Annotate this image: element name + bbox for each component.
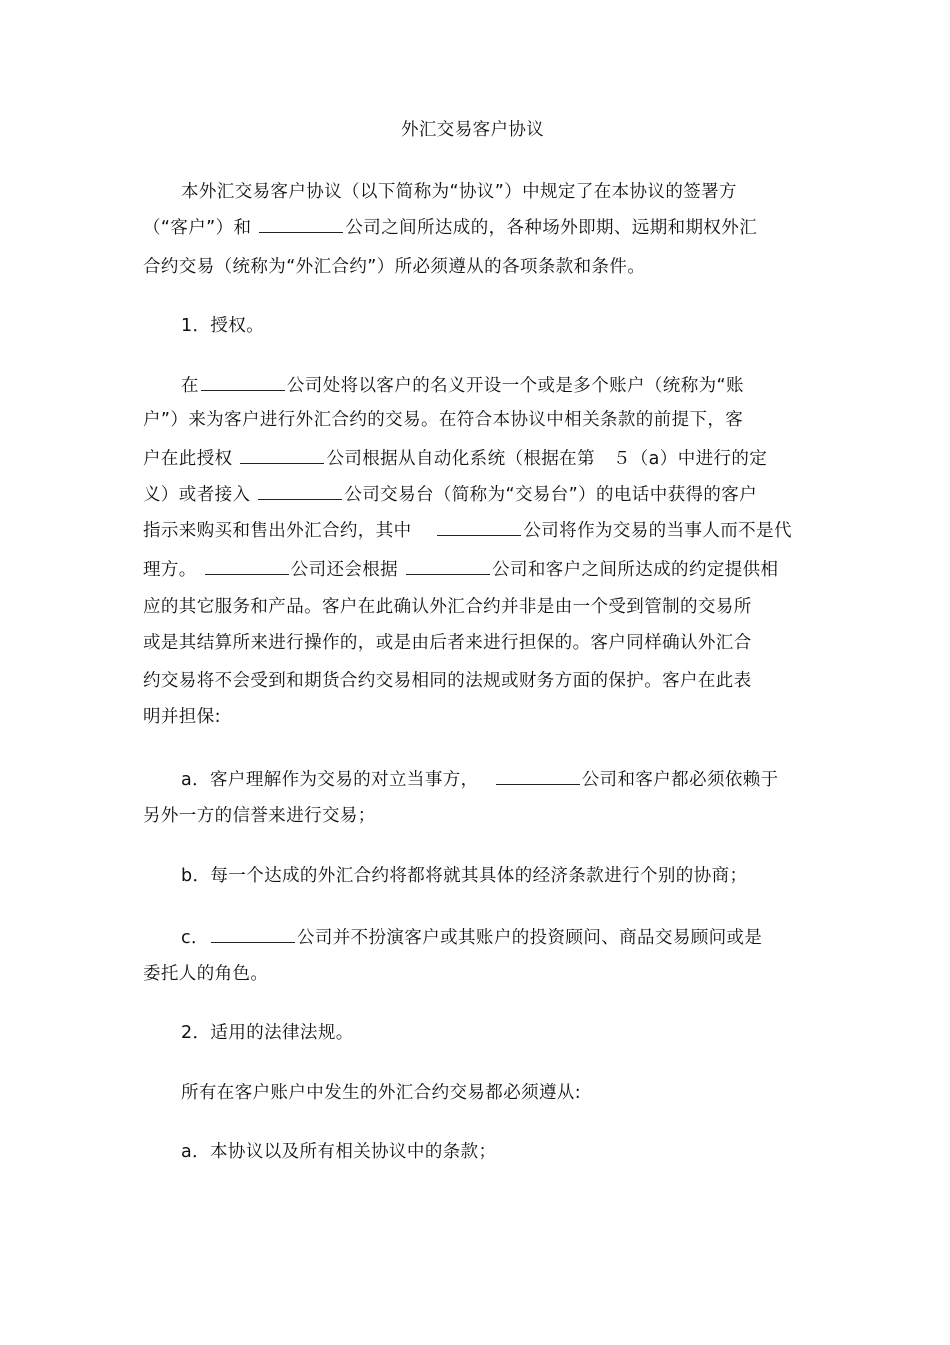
item-b: b．每一个达成的外汇合约将都将就其具体的经济条款进行个别的协商； [181,866,748,886]
item-a-line-2: 另外一方的信誉来进行交易； [143,806,376,826]
s1-line-7: 应的其它服务和产品。客户在此确认外汇合约并非是由一个受到管制的交易所 [143,597,752,617]
blank-field[interactable] [496,767,580,785]
blank-field[interactable] [240,446,324,464]
s1-line-2: 户”）来为客户进行外汇合约的交易。在符合本协议中相关条款的前提下，客 [143,410,744,430]
intro-line-1: 本外汇交易客户协议（以下简称为“协议”）中规定了在本协议的签署方 [181,182,737,202]
s1-line-1: 在 公司处将以客户的名义开设一个或是多个账户（统称为“账 [181,373,744,398]
s1-line-10: 明并担保: [143,707,221,727]
section-2-item-a: a．本协议以及所有相关协议中的条款； [181,1142,497,1162]
section-2-heading: 2．适用的法律法规。 [181,1023,354,1043]
intro-line-2: （“客户”）和 公司之间所达成的，各种场外即期、远期和期权外汇 [143,215,757,240]
blank-field[interactable] [259,215,343,233]
document-title: 外汇交易客户协议 [401,120,545,140]
s1-line-6: 理方。 公司还会根据 公司和客户之间所达成的约定提供相 [143,557,778,582]
blank-field[interactable] [205,557,289,575]
item-c-line-1: c． 公司并不扮演客户或其账户的投资顾问、商品交易顾问或是 [181,925,762,950]
intro-line-3: 合约交易（统称为“外汇合约”）所必须遵从的各项条款和条件。 [143,257,646,277]
s1-line-5: 指示来购买和售出外汇合约，其中 公司将作为交易的当事人而不是代 [143,518,792,543]
s1-line-3: 户在此授权 公司根据从自动化系统（根据在第 ５（a）中进行的定 [143,446,767,471]
section-1-heading: 1．授权。 [181,316,265,336]
item-c-line-2: 委托人的角色。 [143,964,269,984]
s1-line-8: 或是其结算所来进行操作的，或是由后者来进行担保的。客户同样确认外汇合 [143,633,752,653]
blank-field[interactable] [211,925,295,943]
section-2-intro: 所有在客户账户中发生的外汇合约交易都必须遵从: [181,1083,582,1103]
blank-field[interactable] [201,373,285,391]
s1-line-9: 约交易将不会受到和期货合约交易相同的法规或财务方面的保护。客户在此表 [143,671,752,691]
blank-field[interactable] [406,557,490,575]
item-a-line-1: a．客户理解作为交易的对立当事方， 公司和客户都必须依赖于 [181,767,779,792]
blank-field[interactable] [258,482,342,500]
blank-field[interactable] [437,518,521,536]
s1-line-4: 义）或者接入 公司交易台（简称为“交易台”）的电话中获得的客户 [143,482,757,507]
